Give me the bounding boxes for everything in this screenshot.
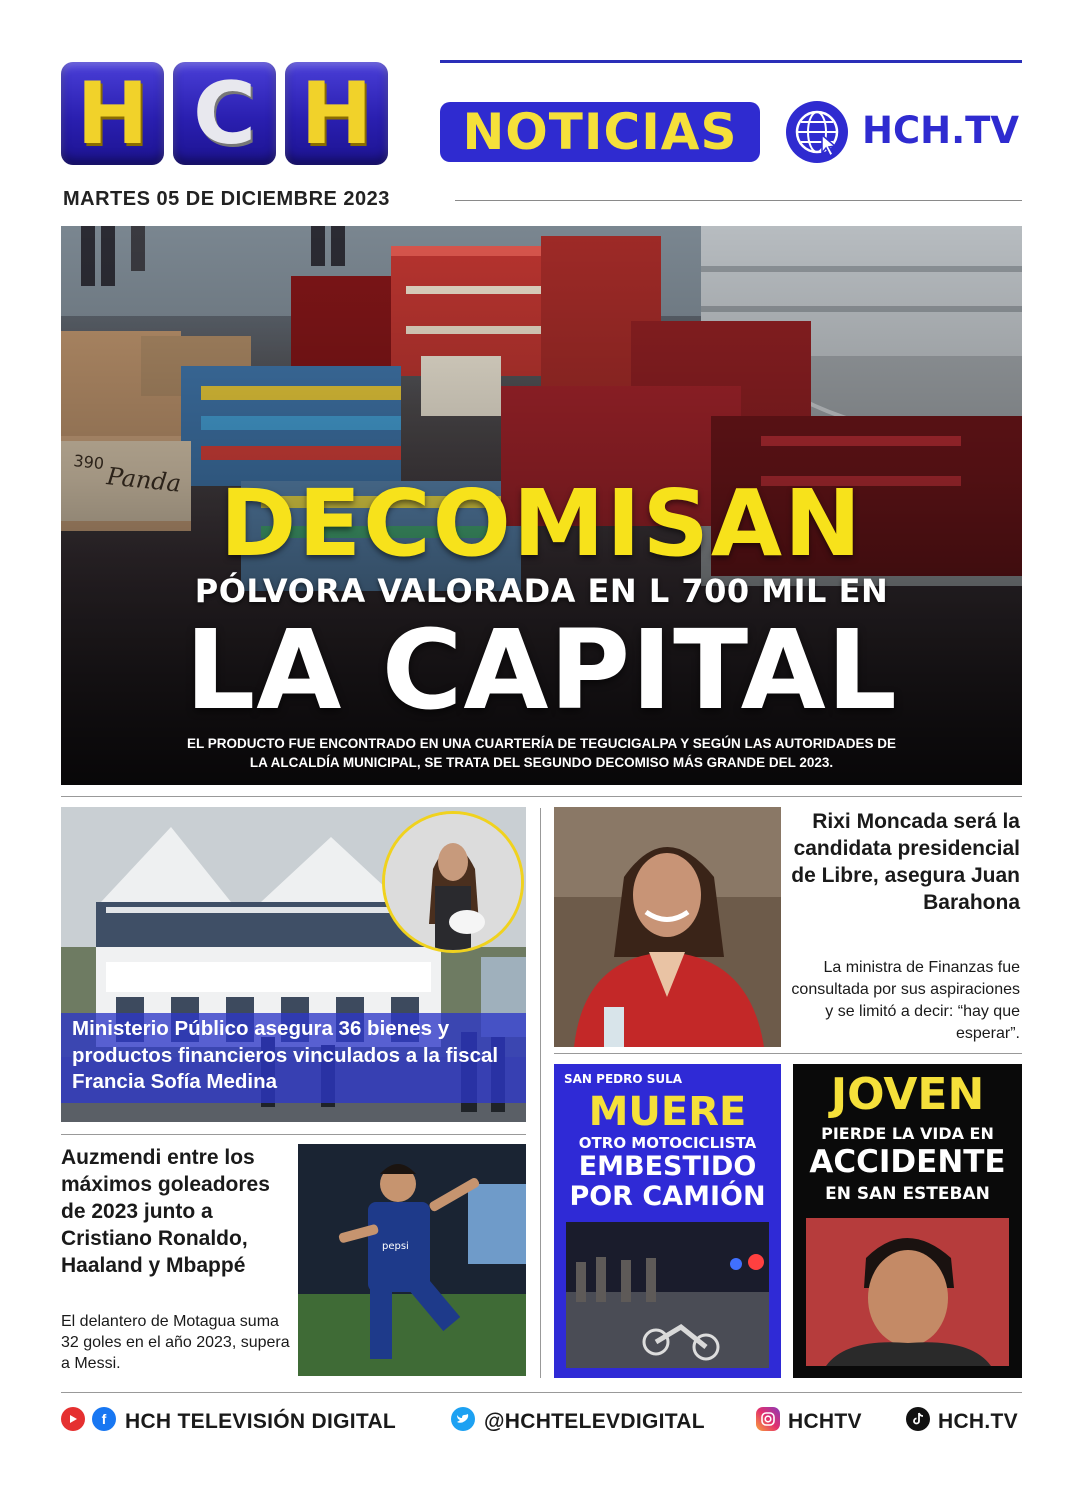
logo-letter-h2: H (285, 62, 388, 165)
grid-divider (540, 808, 541, 1378)
auzmendi-headline[interactable]: Auzmendi entre los máximos goleadores de 2023 junto a Cristiano Ronaldo, Haaland y Mbappé (61, 1146, 270, 1277)
rixi-photo[interactable] (554, 807, 781, 1047)
footer-instagram[interactable]: HCHTV (788, 1410, 862, 1433)
header-rule (440, 60, 1022, 63)
motociclista-line3: POR CAMIÓN (569, 1181, 766, 1212)
motociclista-photo (566, 1222, 769, 1368)
motociclista-location: SAN PEDRO SULA (564, 1072, 683, 1086)
footer-tiktok[interactable]: HCH.TV (938, 1410, 1018, 1433)
motociclista-line2: EMBESTIDO (578, 1151, 757, 1182)
logo-letter-c: C (173, 62, 276, 165)
motociclista-line1: OTRO MOTOCICLISTA (578, 1134, 757, 1152)
hero-photo (61, 226, 1022, 785)
auzmendi-summary: El delantero de Motagua suma 32 goles en el año 2023, supera a Messi. (61, 1313, 290, 1372)
joven-line3: EN SAN ESTEBAN (825, 1184, 990, 1204)
hero-summary-line2: LA ALCALDÍA MUNICIPAL, SE TRATA DEL SEGUNDO DECOMISO MÁS GRANDE DEL 2023. (249, 755, 834, 770)
tiktok-icon[interactable] (906, 1407, 930, 1431)
rixi-headline[interactable]: Rixi Moncada será la candidata presidencial de Libre, asegura Juan Barahona (791, 810, 1020, 914)
logo-letter-h1: H (61, 62, 164, 165)
grid-rule-left (61, 1134, 526, 1135)
twitter-icon[interactable] (451, 1407, 475, 1431)
grid-rule-right (554, 1053, 1022, 1054)
hero-subhead: PÓLVORA VALORADA EN L 700 MIL EN (194, 572, 889, 610)
youtube-icon[interactable] (61, 1407, 85, 1431)
issue-date: MARTES 05 DE DICIEMBRE 2023 (63, 188, 390, 210)
website-label[interactable]: HCH.TV (862, 109, 1020, 152)
jersey-brand: pepsi (382, 1241, 409, 1252)
joven-kicker: JOVEN (830, 1069, 985, 1120)
globe-icon (786, 101, 848, 163)
hero-headline: LA CAPITAL (185, 606, 898, 734)
hero-summary (61, 734, 1022, 772)
joven-photo (806, 1218, 1009, 1366)
auzmendi-photo[interactable] (298, 1144, 526, 1376)
instagram-icon[interactable] (756, 1407, 780, 1431)
hero-summary-line1: EL PRODUCTO FUE ENCONTRADO EN UNA CUARTERÍA DE TEGUCIGALPA Y SEGÚN LAS AUTORIDADES DE (186, 736, 897, 751)
facebook-icon[interactable]: f (92, 1407, 116, 1431)
grid-rule-top (61, 796, 1022, 797)
hero-kicker: DECOMISAN (219, 470, 864, 577)
motociclista-panel[interactable] (554, 1064, 781, 1378)
fiscal-portrait (382, 811, 524, 953)
ministerio-headline[interactable]: Ministerio Público asegura 36 bienes y productos financieros vinculados a la fiscal Francia Sofía Medina (72, 1017, 499, 1093)
footer-facebook-youtube[interactable]: HCH TELEVISIÓN DIGITAL (125, 1410, 397, 1433)
motociclista-kicker: MUERE (588, 1089, 747, 1135)
joven-line1: PIERDE LA VIDA EN (821, 1124, 994, 1143)
footer-rule (61, 1392, 1022, 1393)
joven-panel[interactable] (793, 1064, 1022, 1378)
section-label: NOTICIAS (440, 102, 760, 162)
footer-twitter[interactable]: @HCHTELEVDIGITAL (484, 1410, 705, 1433)
joven-line2: ACCIDENTE (809, 1144, 1006, 1180)
rixi-summary: La ministra de Finanzas fue consultada por sus aspiraciones y se limitó a decir: “hay que esperar”. (791, 959, 1020, 1042)
date-rule (455, 200, 1022, 201)
